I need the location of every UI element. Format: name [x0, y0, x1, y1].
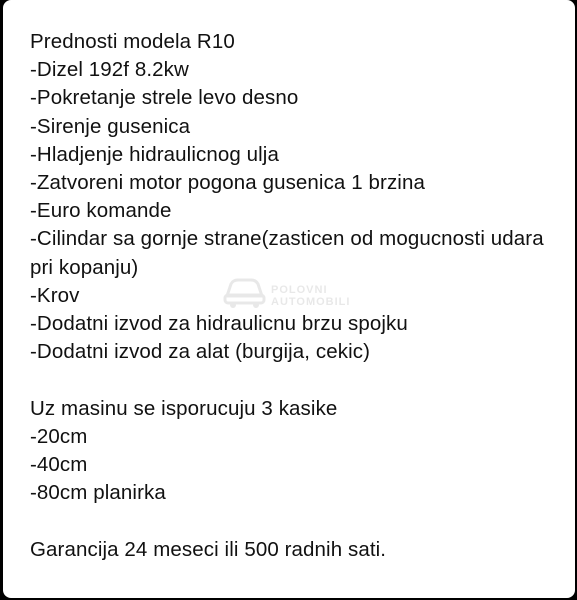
feature-item: -Dodatni izvod za hidraulicnu brzu spojku	[30, 312, 408, 336]
bucket-item: -40cm	[30, 453, 88, 477]
paragraph-gap	[30, 507, 570, 535]
buckets-heading: Uz masinu se isporucuju 3 kasike	[30, 396, 338, 420]
feature-item: -Zatvoreni motor pogona gusenica 1 brzina	[30, 171, 425, 195]
warranty-text: Garancija 24 meseci ili 500 radnih sati.	[30, 537, 387, 561]
feature-item: -Pokretanje strele levo desno	[30, 86, 299, 110]
feature-item: -Dizel 192f 8.2kw	[30, 58, 189, 82]
feature-item: -Hladjenje hidraulicnog ulja	[30, 142, 279, 166]
text-sheet	[3, 0, 575, 598]
paragraph-gap	[30, 366, 570, 394]
feature-item: -Sirenje gusenica	[30, 114, 191, 138]
feature-item: -Dodatni izvod za alat (burgija, cekic)	[30, 340, 371, 364]
bucket-item: -80cm planirka	[30, 481, 166, 505]
feature-item: -Krov	[30, 283, 80, 307]
feature-item: -Euro komande	[30, 199, 172, 223]
bucket-item: -20cm	[30, 424, 88, 448]
watermark-text: POLOVNI AUTOMOBILI	[271, 284, 351, 308]
document-body	[30, 28, 570, 564]
document-title: Prednosti modela R10	[30, 30, 235, 53]
feature-item: -Cilindar sa gornje strane(zasticen od mogucnosti udara pri kopanju)	[30, 227, 544, 279]
